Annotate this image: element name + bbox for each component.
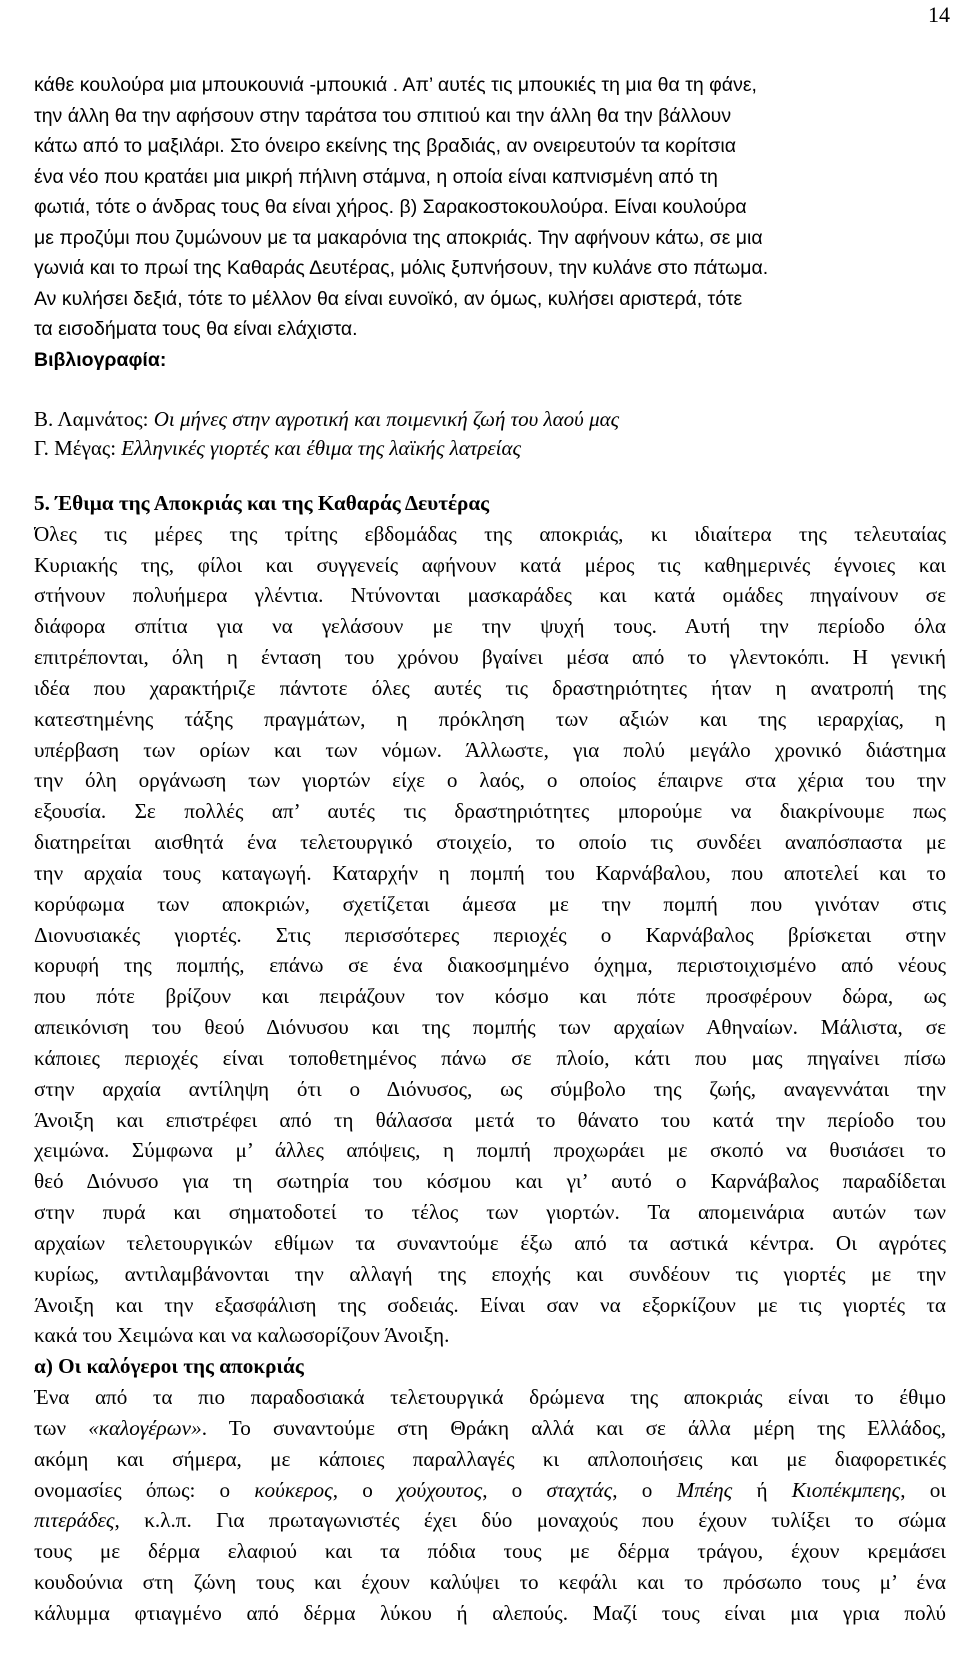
- text-line: χειμώνα. Σύμφωνα μ’ άλλες απόψεις, η πομπή προχωράει με σκοπό να θυσιάσει το: [34, 1138, 946, 1163]
- text-line: κάλυμμα φτιαγμένο από δέρμα λύκου ή αλεπούς. Μαζί τους είναι μια γρια πολύ: [34, 1600, 946, 1625]
- text-line: αρχαίων τελετουργικών εθίμων τα συναντούμε έξω από τα αστικά κέντρα. Οι αγρότες: [34, 1230, 946, 1255]
- text-line: την όλη οργάνωση των γιορτών είχε ο λαός, ο οποίος έπαιρνε στα χέρια του την: [34, 768, 946, 793]
- term-italic: χούχουτος: [397, 1477, 483, 1502]
- text-line: κάθε κουλούρα μια μπουκουνιά -μπουκιά . Απ’ αυτές τις μπουκιές τη μια θα τη φάνε,: [34, 74, 757, 96]
- text-line: ιδέα που χαρακτήριζε πάντοτε όλες αυτές τις δραστηριότητες ήταν η ανατροπή της: [34, 675, 946, 700]
- text-fragment: , οι: [900, 1477, 946, 1502]
- bibliography-heading: Βιβλιογραφία:: [34, 348, 167, 371]
- text-line: κορυφή της πομπής, επάνω σε ένα διακοσμημένο όχημα, περιστοιχισμένο από νέους: [34, 953, 946, 978]
- text-line: ένα νέο που κρατάει μια μικρή πήλινη στάμνα, η οποία είναι καπνισμένη από τη: [34, 165, 718, 188]
- section-title: 5. Έθιμα της Αποκριάς και της Καθαράς Δευτέρας: [34, 491, 490, 515]
- text-line: κουδούνια στη ζώνη τους και έχουν καλύψει το κεφάλι και το πρόσωπο τους μ’ ένα: [34, 1569, 946, 1594]
- text-fragment: , ο: [332, 1477, 398, 1502]
- intro-paragraph: [34, 70, 960, 375]
- term-italic: σταχτάς: [546, 1477, 613, 1502]
- text-fragment: των: [34, 1415, 89, 1440]
- text-line: Αν κυλήσει δεξιά, τότε το μέλλον θα είναι ευνοϊκό, αν όμως, κυλήσει αριστερά, τότε: [34, 287, 743, 310]
- bibliography-entry: [34, 405, 619, 434]
- text-line: κατεστημένης τάξης πραγμάτων, η πρόκληση των αξιών και της ιεραρχίας, η: [34, 706, 946, 731]
- text-line: κάτω από το μαξιλάρι. Στο όνειρο εκείνης της βραδιάς, αν ονειρευτούν τα κορίτσια: [34, 135, 736, 157]
- text-line: Κυριακής της, φίλοι και συγγενείς αφήνουν κατά μέρος τις καθημερινές έγνοιες και: [34, 552, 946, 577]
- text-line: τους με δέρμα ελαφιού και τα πόδια τους με δέρμα τράγου, έχουν κρεμάσει: [34, 1539, 946, 1564]
- bibliography-title: Ελληνικές γιορτές και έθιμα της λαϊκής λατρείας: [121, 436, 521, 460]
- text-line: [34, 1475, 946, 1506]
- bibliography-entry: [34, 434, 619, 463]
- text-line: στην αρχαία αντίληψη ότι ο Διόνυσος, ως σύμβολο της ζωής, αναγεννάται την: [34, 1076, 946, 1101]
- text-line: Άνοιξη και επιστρέφει από τη θάλασσα μετά το θάνατο του κατά την περίοδο του: [34, 1107, 946, 1132]
- bibliography-author: Β. Λαμνάτος:: [34, 407, 154, 431]
- text-line: υπέρβαση των ορίων και των νόμων. Άλλωστε, για πολύ μεγάλο χρονικό διάστημα: [34, 737, 946, 762]
- text-line: κακά του Χειμώνα και να καλωσορίζουν Άνοιξη.: [34, 1323, 450, 1348]
- text-line: [34, 1413, 946, 1444]
- text-fragment: ονομασίες όπως: ο: [34, 1477, 255, 1502]
- bibliography-list: [34, 405, 619, 463]
- text-line: φωτιά, τότε ο άνδρας τους θα είναι χήρος. β) Σαρακοστοκουλούρα. Είναι κουλούρα: [34, 196, 747, 218]
- subsection-title: α) Οι καλόγεροι της αποκριάς: [34, 1354, 304, 1379]
- text-line: ακόμη και σήμερα, με κάποιες παραλλαγές κι απλοποιήσεις και με διαφορετικές: [34, 1446, 946, 1471]
- text-line: [34, 1505, 946, 1536]
- bibliography-author: Γ. Μέγας:: [34, 436, 122, 460]
- text-line: στήνουν πολυήμερα γλέντια. Ντύνονται μασκαράδες και κατά ομάδες πηγαίνουν σε: [34, 583, 946, 608]
- text-line: διατηρείται αισθητά ένα τελετουργικό στοιχείο, το οποίο τις συνδέει αναπόσπαστα με: [34, 830, 946, 855]
- text-line: Άνοιξη και την εξασφάλιση της σοδειάς. Είναι σαν να εξορκίζουν με τις γιορτές τα: [34, 1292, 946, 1317]
- text-fragment: , κ.λ.π. Για πρωταγωνιστές έχει δύο μοναχούς που έχουν τυλίξει το σώμα: [114, 1508, 946, 1533]
- term-italic: κούκερος: [254, 1477, 333, 1502]
- page-number: 14: [928, 2, 950, 27]
- text-fragment: . Το συναντούμε στη Θράκη αλλά και σε άλλα μέρη της Ελλάδος,: [201, 1415, 946, 1440]
- text-line: με προζύμι που ζυμώνουν με τα μακαρόνια της αποκριάς. Την αφήνουν κάτω, σε μια: [34, 226, 763, 249]
- text-line: απεικόνιση του θεού Διόνυσου και της πομπής των αρχαίων Αθηναίων. Μάλιστα, σε: [34, 1015, 946, 1040]
- term-italic: Κιοπέκμπεης: [791, 1477, 901, 1502]
- text-line: Ένα από τα πιο παραδοσιακά τελετουργικά δρώμενα της αποκριάς είναι το έθιμο: [34, 1385, 946, 1410]
- bibliography-title: Οι μήνες στην αγροτική και ποιμενική ζωή του λαού μας: [153, 407, 620, 431]
- text-line: επιτρέπονται, όλη η ένταση του χρόνου βγαίνει μέσα από το γλεντοκόπι. Η γενική: [34, 645, 946, 670]
- text-line: την αρχαία τους καταγωγή. Καταρχήν η πομπή του Καρνάβαλου, που αποτελεί και το: [34, 860, 946, 885]
- term-italic: «καλογέρων»: [88, 1415, 202, 1440]
- text-line: κυρίως, αντιλαμβάνονται την αλλαγή της εποχής και συνδέουν τις γιορτές με την: [34, 1261, 946, 1286]
- text-line: θεό Διόνυσο για τη σωτηρία του κόσμου και γι’ αυτό ο Καρνάβαλος παραδίδεται: [34, 1169, 946, 1194]
- text-line: στην πυρά και σηματοδοτεί το τέλος των γιορτών. Τα απομεινάρια αυτών των: [34, 1200, 946, 1225]
- text-fragment: , ο: [612, 1477, 677, 1502]
- text-line: διάφορα σπίτια για να γελάσουν με την ψυχή τους. Αυτή την περίοδο όλα: [34, 614, 946, 639]
- text-line: Όλες τις μέρες της τρίτης εβδομάδας της αποκριάς, κι ιδιαίτερα της τελευταίας: [34, 521, 946, 546]
- text-line: τα εισοδήματα τους θα είναι ελάχιστα.: [34, 318, 358, 340]
- text-line: Διονυσιακές γιορτές. Στις περισσότερες περιοχές ο Καρνάβαλος βρίσκεται στην: [34, 922, 946, 947]
- text-line: την άλλη θα την αφήσουν στην ταράτσα του σπιτιού και την άλλη θα την βάλλουν: [34, 104, 732, 127]
- text-fragment: , ο: [482, 1477, 547, 1502]
- term-italic: πιτεράδες: [34, 1508, 115, 1533]
- text-line: που πότε βρίζουν και πειράζουν τον κόσμο και πότε προσφέρουν δώρα, ως: [34, 984, 946, 1009]
- text-line: γωνιά και το πρωί της Καθαράς Δευτέρας, μόλις ξυπνήσουν, την κυλάνε στο πάτωμα.: [34, 257, 769, 279]
- text-fragment: ή: [732, 1477, 792, 1502]
- text-line: κάποιες περιοχές είναι τοποθετημένος πάνω σε πλοίο, κάτι που μας πηγαίνει πίσω: [34, 1045, 946, 1070]
- text-line: εξουσία. Σε πολλές απ’ αυτές τις δραστηριότητες μπορούμε να διακρίνουμε πως: [34, 799, 946, 824]
- text-line: κορύφωμα των αποκριών, σχετίζεται άμεσα με την πομπή που γινόταν στις: [34, 891, 946, 916]
- section-5: [34, 488, 946, 1629]
- term-italic: Μπέης: [676, 1477, 733, 1502]
